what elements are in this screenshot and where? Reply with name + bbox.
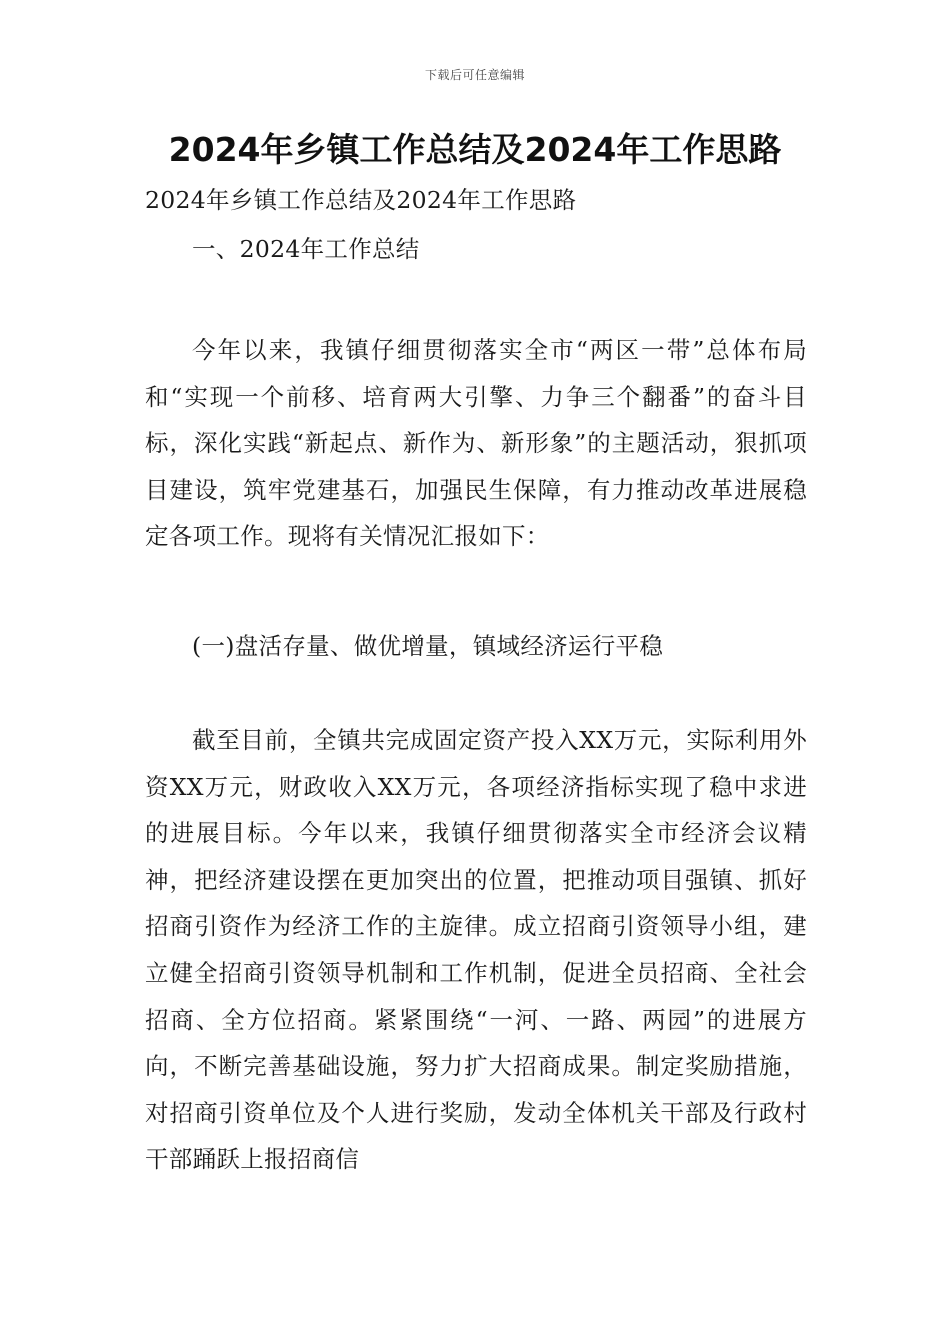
economy-paragraph: 截至目前，全镇共完成固定资产投入XX万元，实际利用外资XX万元，财政收入XX万元，各项经济指标实现了稳中求进的进展目标。今年以来，我镇仔细贯彻落实全市经济会议精神，把经济建设摆在更加突出的位置，把推动项目强镇、抓好招商引资作为经济工作的主旋律。成立招商引资领导小组，建立健全招商引资领导机制和工作机制，促进全员招商、全社会招商、全方位招商。紧紧围绕“一河、一路、两园”的进展方向，不断完善基础设施，努力扩大招商成果。制定奖励措施，对招商引资单位及个人进行奖励，发动全体机关干部及行政村干部踊跃上报招商信 xyxy=(145,726,807,1174)
header-note: 下载后可任意编辑 xyxy=(424,68,525,82)
sub-heading-economy: (一)盘活存量、做优增量，镇域经济运行平稳 xyxy=(192,632,664,660)
section-heading: 一、2024年工作总结 xyxy=(192,235,420,263)
document-subtitle: 2024年乡镇工作总结及2024年工作思路 xyxy=(145,186,577,214)
document-title: 2024年乡镇工作总结及2024年工作思路 xyxy=(168,130,782,169)
intro-paragraph: 今年以来，我镇仔细贯彻落实全市“两区一带”总体布局和“实现一个前移、培育两大引擎、力争三个翻番”的奋斗目标，深化实践“新起点、新作为、新形象”的主题活动，狠抓项目建设，筑牢党建基石，加强民生保障，有力推动改革进展稳定各项工作。现将有关情况汇报如下： xyxy=(145,336,807,551)
